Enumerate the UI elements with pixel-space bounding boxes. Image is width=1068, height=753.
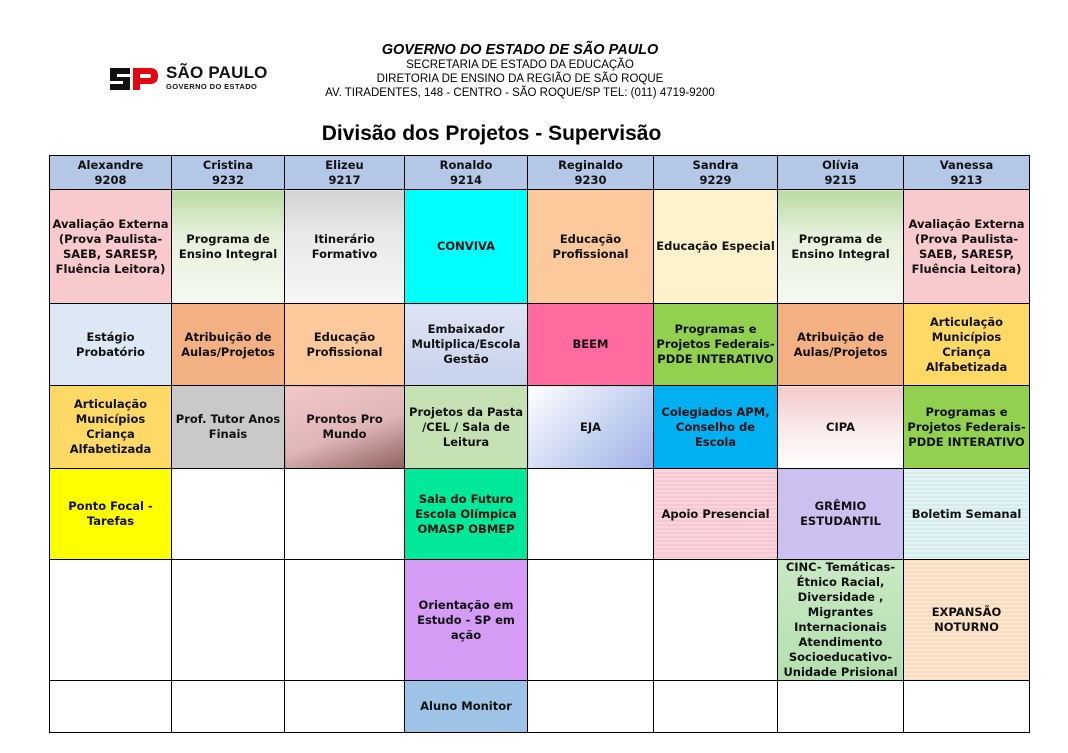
address-line: AV. TIRADENTES, 148 - CENTRO - SÃO ROQUE/SP TEL: (011) 4719-9200: [325, 87, 715, 99]
project-cell: Itinerário Formativo: [285, 190, 405, 304]
empty-cell: [654, 681, 778, 733]
project-cell: Avaliação Externa (Prova Paulista-SAEB, SARESP, Fluência Leitora): [50, 190, 172, 304]
logo-subtitle: GOVERNO DO ESTADO: [166, 82, 258, 91]
empty-cell: [778, 681, 904, 733]
project-cell: Prontos Pro Mundo: [285, 386, 405, 469]
supervisor-header: [285, 156, 405, 190]
table-row: [50, 190, 1030, 304]
directorate-name: DIRETORIA DE ENSINO DA REGIÃO DE SÃO ROQUE: [376, 73, 664, 85]
project-cell: CONVIVA: [405, 190, 528, 304]
project-cell: Articulação Municípios Criança Alfabetizada: [904, 304, 1030, 386]
project-cell: Atribuição de Aulas/Projetos: [172, 304, 285, 386]
project-cell: Programas e Projetos Federais-PDDE INTERATIVO: [904, 386, 1030, 469]
document-header: [280, 42, 760, 100]
supervisor-header: [528, 156, 654, 190]
projects-table: [49, 155, 1030, 733]
project-cell: Educação Profissional: [285, 304, 405, 386]
sao-paulo-logo-mark-icon: [108, 66, 160, 92]
sao-paulo-logo: [108, 64, 278, 96]
table-row: [50, 681, 1030, 733]
empty-cell: [285, 560, 405, 681]
supervisor-code: 9215: [824, 172, 857, 187]
project-cell: EXPANSÃO NOTURNO: [904, 560, 1030, 681]
header-row: [50, 156, 1030, 190]
project-cell: Embaixador Multiplica/Escola Gestão: [405, 304, 528, 386]
supervisor-header: [172, 156, 285, 190]
project-cell: Educação Profissional: [528, 190, 654, 304]
supervisor-name: Ronaldo: [439, 157, 493, 172]
empty-cell: [172, 681, 285, 733]
empty-cell: [528, 469, 654, 560]
empty-cell: [172, 469, 285, 560]
empty-cell: [285, 469, 405, 560]
supervisor-name: Olívia: [822, 157, 859, 172]
project-cell: Sala do Futuro Escola Olímpica OMASP OBMEP: [405, 469, 528, 560]
project-cell: Programa de Ensino Integral: [172, 190, 285, 304]
project-cell: Articulação Municípios Criança Alfabetizada: [50, 386, 172, 469]
empty-cell: [50, 560, 172, 681]
secretariat-name: SECRETARIA DE ESTADO DA EDUCAÇÃO: [406, 59, 634, 71]
table-row: [50, 386, 1030, 469]
project-cell: Avaliação Externa (Prova Paulista-SAEB, SARESP, Fluência Leitora): [904, 190, 1030, 304]
project-cell: Estágio Probatório: [50, 304, 172, 386]
government-name: GOVERNO DO ESTADO DE SÃO PAULO: [381, 42, 659, 58]
empty-cell: [172, 560, 285, 681]
supervisor-name: Reginaldo: [558, 157, 623, 172]
project-cell: Programa de Ensino Integral: [778, 190, 904, 304]
project-cell: EJA: [528, 386, 654, 469]
empty-cell: [528, 681, 654, 733]
supervisor-header: [654, 156, 778, 190]
supervisor-code: 9232: [211, 172, 244, 187]
project-cell: Projetos da Pasta /CEL / Sala de Leitura: [405, 386, 528, 469]
project-cell: Prof. Tutor Anos Finais: [172, 386, 285, 469]
supervisor-code: 9217: [328, 172, 361, 187]
page-title: Divisão dos Projetos - Supervisão: [321, 122, 662, 145]
table-row: [50, 469, 1030, 560]
supervisor-header: [778, 156, 904, 190]
project-cell: Atribuição de Aulas/Projetos: [778, 304, 904, 386]
logo-text: [166, 64, 268, 91]
project-cell: Apoio Presencial: [654, 469, 778, 560]
supervisor-code: 9214: [449, 172, 482, 187]
supervisor-name: Alexandre: [77, 157, 144, 172]
project-cell: BEEM: [528, 304, 654, 386]
project-cell: Boletim Semanal: [904, 469, 1030, 560]
empty-cell: [285, 681, 405, 733]
logo-name: SÃO PAULO: [166, 63, 268, 82]
supervisor-header: [50, 156, 172, 190]
empty-cell: [528, 560, 654, 681]
supervisor-header: [405, 156, 528, 190]
supervisor-name: Vanessa: [939, 157, 994, 172]
project-cell: Colegiados APM, Conselho de Escola: [654, 386, 778, 469]
project-cell: CINC- Temáticas- Étnico Racial, Diversidade , Migrantes Internacionais Atendimento Socioeducativo- Unidade Prisional: [778, 560, 904, 681]
project-cell: CIPA: [778, 386, 904, 469]
table-row: [50, 560, 1030, 681]
project-cell: Programas e Projetos Federais-PDDE INTERATIVO: [654, 304, 778, 386]
table-row: [50, 304, 1030, 386]
supervisor-code: 9213: [950, 172, 983, 187]
project-cell: Ponto Focal - Tarefas: [50, 469, 172, 560]
project-cell: Educação Especial: [654, 190, 778, 304]
project-cell: Orientação em Estudo - SP em ação: [405, 560, 528, 681]
empty-cell: [904, 681, 1030, 733]
supervisor-code: 9208: [94, 172, 127, 187]
supervisor-code: 9229: [699, 172, 732, 187]
empty-cell: [654, 560, 778, 681]
supervisor-code: 9230: [574, 172, 607, 187]
supervisor-name: Cristina: [202, 157, 254, 172]
supervisor-name: Sandra: [692, 157, 739, 172]
supervisor-header: [904, 156, 1030, 190]
project-cell: Aluno Monitor: [405, 681, 528, 733]
supervisor-name: Elizeu: [325, 157, 364, 172]
project-cell: GRÊMIO ESTUDANTIL: [778, 469, 904, 560]
empty-cell: [50, 681, 172, 733]
